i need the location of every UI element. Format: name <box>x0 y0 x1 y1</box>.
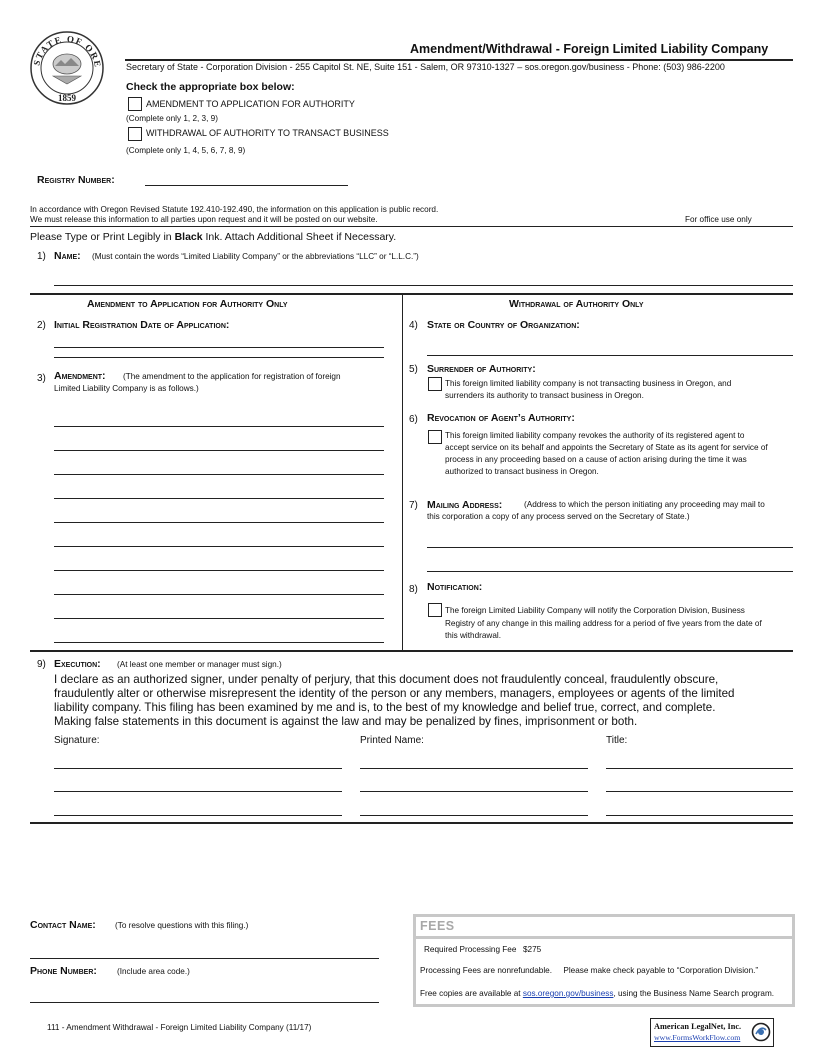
public-record-notice-2: We must release this information to all parties upon request and it will be posted on our website. <box>30 215 378 224</box>
registry-number-label: Registry Number: <box>37 174 115 186</box>
mailing-address-note-1: (Address to which the person initiating any proceeding may mail to <box>524 500 765 509</box>
title-field[interactable] <box>606 768 793 769</box>
mailing-address-label: Mailing Address: <box>427 499 503 511</box>
amendment-line[interactable] <box>54 522 384 523</box>
amendment-column-heading: Amendment to Application for Authority Only <box>87 298 288 310</box>
notification-text-2: Registry of any change in this mailing address for a period of five years from the date of <box>445 619 762 628</box>
mailing-address-field-1[interactable] <box>427 547 793 548</box>
section-3-number: 3) <box>37 373 46 384</box>
free-copies-note: Free copies are available at sos.oregon.gov/business, using the Business Name Search program. <box>420 989 775 998</box>
state-country-label: State or Country of Organization: <box>427 319 580 331</box>
signature-field[interactable] <box>54 815 342 816</box>
mailing-address-field-2[interactable] <box>427 571 793 572</box>
amendment-line[interactable] <box>54 450 384 451</box>
signature-label: Signature: <box>54 735 100 746</box>
fees-heading: FEES <box>420 919 455 933</box>
seal-year: 1859 <box>58 93 76 103</box>
required-fee-label: Required Processing Fee <box>424 945 517 954</box>
signature-field[interactable] <box>54 768 342 769</box>
execution-label: Execution: <box>54 658 101 670</box>
notification-text-1: The foreign Limited Liability Company will notify the Corporation Division, Business <box>445 606 745 615</box>
check-box-prompt: Check the appropriate box below: <box>126 81 295 93</box>
registration-date-field-1[interactable] <box>54 347 384 348</box>
initial-registration-date-label: Initial Registration Date of Application: <box>54 319 230 331</box>
phone-number-label: Phone Number: <box>30 965 97 977</box>
withdrawal-checkbox[interactable] <box>128 127 142 141</box>
printed-name-field[interactable] <box>360 791 588 792</box>
amendment-line[interactable] <box>54 642 384 643</box>
amendment-note-1: (The amendment to the application for registration of foreign <box>123 372 341 381</box>
amendment-checkbox[interactable] <box>128 97 142 111</box>
section-8-number: 8) <box>409 584 418 595</box>
registry-number-field[interactable] <box>145 185 348 186</box>
agency-address: Secretary of State - Corporation Division - 255 Capitol St. NE, Suite 151 - Salem, OR 97310-1327 – sos.oregon.gov/business - Phone: (503) 986-2200 <box>126 62 725 72</box>
withdrawal-option-label: WITHDRAWAL OF AUTHORITY TO TRANSACT BUSINESS <box>146 128 389 138</box>
section-9-number: 9) <box>37 659 46 670</box>
revocation-checkbox[interactable] <box>428 430 442 444</box>
globe-icon <box>751 1022 771 1042</box>
section-7-number: 7) <box>409 500 418 511</box>
oregon-state-seal <box>29 30 105 106</box>
notification-text-3: this withdrawal. <box>445 631 501 640</box>
printed-name-field[interactable] <box>360 768 588 769</box>
state-country-field[interactable] <box>427 355 793 356</box>
amendment-line[interactable] <box>54 546 384 547</box>
amendment-line[interactable] <box>54 570 384 571</box>
section-1-number: 1) <box>37 251 46 262</box>
public-record-notice-1: In accordance with Oregon Revised Statute 192.410-192.490, the information on this application is public record. <box>30 205 439 214</box>
section-6-number: 6) <box>409 414 418 425</box>
name-note: (Must contain the words “Limited Liability Company” or the abbreviations “LLC” or “L.L.C.”) <box>92 252 419 261</box>
printed-name-field[interactable] <box>360 815 588 816</box>
amendment-line[interactable] <box>54 426 384 427</box>
fees-box <box>413 914 795 1007</box>
amendment-line[interactable] <box>54 594 384 595</box>
amendment-line[interactable] <box>54 474 384 475</box>
printed-name-label: Printed Name: <box>360 735 424 746</box>
amendment-line[interactable] <box>54 618 384 619</box>
form-title: Amendment/Withdrawal - Foreign Limited Liability Company <box>410 42 769 56</box>
revocation-text-3: process in any proceeding based on a cause of action arising during the time it was <box>445 455 747 464</box>
required-fee-amount: $275 <box>523 945 542 954</box>
declaration-line-2: fraudulently alter or otherwise misrepresent the identity of the person or any members, managers, employees or agents of the limited <box>54 687 735 700</box>
surrender-checkbox[interactable] <box>428 377 442 391</box>
phone-number-field[interactable] <box>30 1002 379 1003</box>
registration-date-field-2[interactable] <box>54 357 384 358</box>
section-5-number: 5) <box>409 364 418 375</box>
execution-note: (At least one member or manager must sign.) <box>117 660 282 669</box>
office-use-label: For office use only <box>685 215 752 224</box>
declaration-line-1: I declare as an authorized signer, under penalty of perjury, that this document does not fraudulently conceal, fraudulently obscure, <box>54 673 719 686</box>
amendment-label: Amendment: <box>54 370 106 382</box>
title-field[interactable] <box>606 815 793 816</box>
amendment-note-2: Limited Liability Company is as follows.) <box>54 384 199 393</box>
form-id: 111 - Amendment Withdrawal - Foreign Limited Liability Company (11/17) <box>47 1023 312 1032</box>
name-label: Name: <box>54 250 81 262</box>
section-4-number: 4) <box>409 320 418 331</box>
business-search-link[interactable]: sos.oregon.gov/business <box>522 989 614 998</box>
revocation-text-1: This foreign limited liability company revokes the authority of its registered agent to <box>445 431 745 440</box>
revocation-text-4: authorized to transact business in Oregon. <box>445 467 599 476</box>
brand-name: American LegalNet, Inc. <box>654 1022 742 1031</box>
signature-field[interactable] <box>54 791 342 792</box>
brand-url[interactable]: www.FormsWorkFlow.com <box>654 1033 741 1042</box>
contact-name-note: (To resolve questions with this filing.) <box>115 921 249 930</box>
fees-nonrefundable: Processing Fees are nonrefundable. Please make check payable to “Corporation Division.” <box>420 966 759 975</box>
surrender-text-2: surrenders its authority to transact business in Oregon. <box>445 391 644 400</box>
surrender-label: Surrender of Authority: <box>427 363 536 375</box>
legalnet-logo <box>650 1018 774 1047</box>
declaration-line-4: Making false statements in this document is against the law and may be penalized by fines, imprisonment or both. <box>54 715 638 728</box>
title-field[interactable] <box>606 791 793 792</box>
instructions: Please Type or Print Legibly in Black Ink. Attach Additional Sheet if Necessary. <box>30 231 397 243</box>
contact-name-label: Contact Name: <box>30 919 96 931</box>
name-field[interactable] <box>54 285 793 286</box>
amendment-line[interactable] <box>54 498 384 499</box>
amendment-option-label: AMENDMENT TO APPLICATION FOR AUTHORITY <box>146 99 355 109</box>
phone-number-note: (Include area code.) <box>117 967 190 976</box>
revocation-text-2: accept service on its behalf and appoints the Secretary of State as its agent for service of <box>445 443 768 452</box>
seal-top-text: STATE OF ORE <box>31 33 104 69</box>
section-2-number: 2) <box>37 320 46 331</box>
contact-name-field[interactable] <box>30 958 379 959</box>
withdrawal-column-heading: Withdrawal of Authority Only <box>509 298 644 310</box>
withdrawal-option-note: (Complete only 1, 4, 5, 6, 7, 8, 9) <box>126 146 246 155</box>
notification-checkbox[interactable] <box>428 603 442 617</box>
revocation-label: Revocation of Agent’s Authority: <box>427 412 575 424</box>
amendment-option-note: (Complete only 1, 2, 3, 9) <box>126 114 218 123</box>
notification-label: Notification: <box>427 581 483 593</box>
surrender-text-1: This foreign limited liability company is not transacting business in Oregon, and <box>445 379 732 388</box>
declaration-line-3: liability company. This filing has been examined by me and is, to the best of my knowledge and belief true, correct, and complete. <box>54 701 716 714</box>
mailing-address-note-2: this corporation a copy of any process served on the Secretary of State.) <box>427 512 690 521</box>
title-label: Title: <box>606 735 628 746</box>
